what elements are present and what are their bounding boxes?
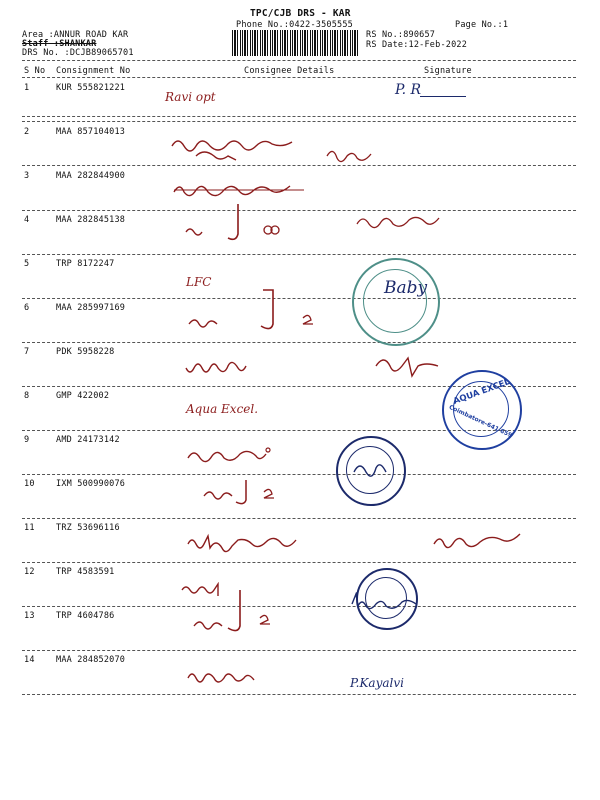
row-sno: 5 [24, 259, 30, 269]
row-consignment: TRP 4604786 [56, 611, 115, 621]
divider [22, 77, 576, 78]
divider [22, 116, 576, 117]
col-header-sno: S No [24, 66, 46, 76]
company-stamp [442, 370, 522, 450]
stamp-text: Coimbatore-641 659 [447, 403, 514, 440]
row-consignment: MAA 284852070 [56, 655, 126, 665]
row-consignment: IXM 500990076 [56, 479, 126, 489]
row-sno: 4 [24, 215, 30, 225]
signature-scribble [432, 532, 522, 554]
col-header-details: Consignee Details [244, 66, 335, 76]
divider [22, 121, 576, 122]
consignee-scribble [186, 446, 276, 468]
consignee-scribble [184, 360, 254, 378]
row-sno: 3 [24, 171, 30, 181]
consignee-handwriting: Ravi opt [165, 90, 216, 104]
row-consignment: MAA 282844900 [56, 171, 126, 181]
stamp-text: AQUA EXCEL [452, 377, 512, 407]
signature-scribble [372, 352, 442, 380]
page-number: Page No.:1 [455, 20, 509, 30]
divider [22, 650, 576, 651]
consignee-scribble [186, 532, 306, 554]
signature-scribble [350, 592, 420, 612]
ditto-mark [185, 288, 325, 334]
divider [22, 254, 576, 255]
signature-scribble [325, 146, 375, 164]
row-sno: 1 [24, 83, 30, 93]
row-consignment: MAA 285997169 [56, 303, 126, 313]
row-sno: 8 [24, 391, 30, 401]
divider [22, 606, 576, 607]
consignee-scribble [186, 670, 266, 688]
divider [22, 694, 576, 695]
col-header-consignment: Consignment No [56, 66, 131, 76]
divider [22, 518, 576, 519]
signature-stroke [420, 96, 466, 97]
row-sno: 9 [24, 435, 30, 445]
drs-number: DRS No. :DCJB89065701 [22, 48, 134, 58]
signature-scribble [352, 458, 388, 480]
ditto-mark [190, 588, 290, 636]
area-label: Area :ANNUR ROAD KAR [22, 30, 129, 40]
divider [22, 165, 576, 166]
consignee-handwriting: LFC [186, 275, 212, 289]
phone-number: Phone No.:0422-3505555 [236, 20, 353, 30]
row-sno: 2 [24, 127, 30, 137]
signature-scribble [355, 212, 445, 232]
barcode-image [232, 30, 358, 56]
rs-number: RS No.:890657 [366, 30, 436, 40]
signature-handwriting: Baby [384, 278, 428, 298]
row-consignment: PDK 5958228 [56, 347, 115, 357]
row-consignment: KUR 555821221 [56, 83, 126, 93]
row-consignment: MAA 857104013 [56, 127, 126, 137]
signature-handwriting: P.Kayalvi [350, 676, 404, 690]
divider [22, 210, 576, 211]
row-consignment: AMD 24173142 [56, 435, 120, 445]
divider [22, 474, 576, 475]
row-consignment: GMP 422002 [56, 391, 110, 401]
company-stamp [336, 436, 406, 506]
row-consignment: TRZ 53696116 [56, 523, 120, 533]
row-sno: 13 [24, 611, 35, 621]
consignee-scribble [170, 134, 310, 164]
divider [22, 342, 576, 343]
rs-date: RS Date:12-Feb-2022 [366, 40, 468, 50]
row-sno: 14 [24, 655, 35, 665]
document-title: TPC/CJB DRS - KAR [250, 8, 351, 19]
row-consignment: TRP 8172247 [56, 259, 115, 269]
ditto-mark [180, 200, 290, 244]
consignee-handwriting: Aqua Excel. [186, 402, 259, 416]
divider [22, 562, 576, 563]
divider [22, 60, 576, 61]
row-sno: 12 [24, 567, 35, 577]
ditto-mark [200, 478, 300, 506]
row-sno: 10 [24, 479, 35, 489]
row-sno: 11 [24, 523, 35, 533]
row-consignment: MAA 282845138 [56, 215, 126, 225]
staff-label: Staff :SHANKAR [22, 39, 97, 49]
company-stamp [352, 258, 440, 346]
row-consignment: TRP 4583591 [56, 567, 115, 577]
row-sno: 6 [24, 303, 30, 313]
signature-handwriting: P. R [395, 82, 422, 98]
col-header-signature: Signature [424, 66, 472, 76]
row-sno: 7 [24, 347, 30, 357]
